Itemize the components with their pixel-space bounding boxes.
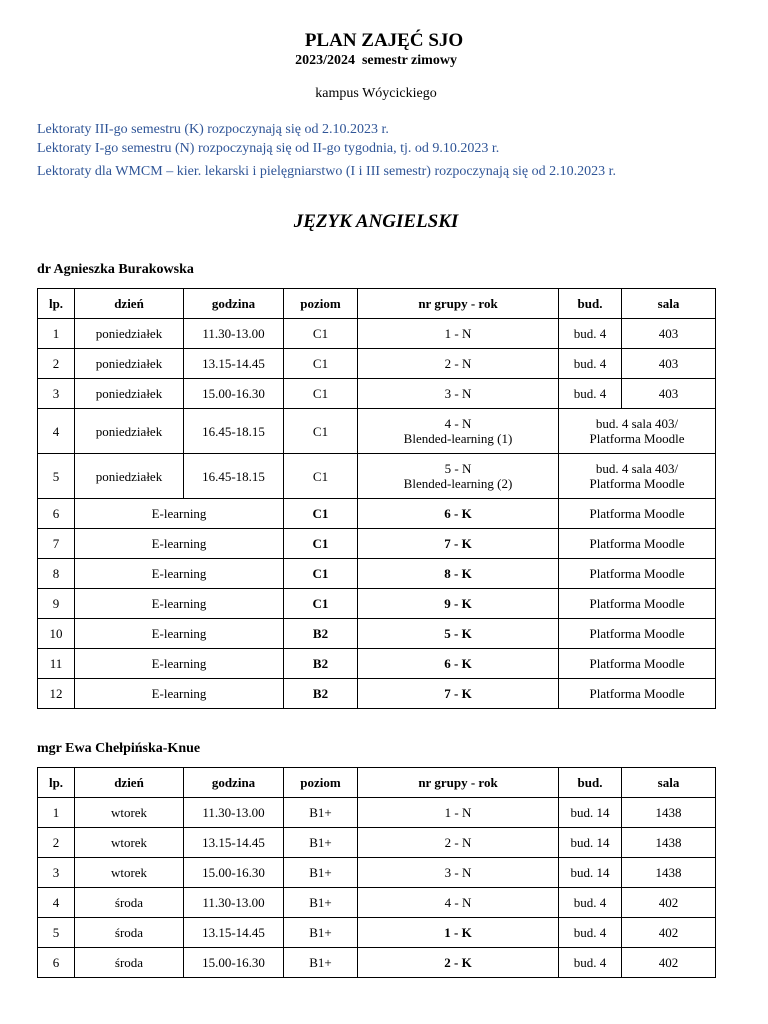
cell-day: wtorek	[75, 858, 184, 888]
cell-building: bud. 14	[559, 858, 622, 888]
cell-level: B1+	[284, 918, 358, 948]
cell-building: bud. 4	[559, 948, 622, 978]
cell-room: 403	[622, 379, 716, 409]
table-row	[38, 619, 716, 649]
cell-day: środa	[75, 918, 184, 948]
table-row	[38, 798, 716, 828]
cell-mode: E-learning	[75, 619, 284, 649]
cell-lp: 7	[38, 529, 75, 559]
cell-time: 16.45-18.15	[184, 454, 284, 499]
cell-place: Platforma Moodle	[559, 649, 716, 679]
cell-level: C1	[284, 409, 358, 454]
group-note: Blended-learning (1)	[403, 431, 513, 446]
cell-group: 6 - K	[358, 649, 559, 679]
table-row	[38, 589, 716, 619]
cell-level: C1	[284, 529, 358, 559]
cell-room: 1438	[622, 798, 716, 828]
cell-mode: E-learning	[75, 499, 284, 529]
table-row	[38, 559, 716, 589]
cell-time: 11.30-13.00	[184, 319, 284, 349]
cell-level: C1	[284, 499, 358, 529]
cell-group	[358, 454, 559, 499]
cell-room: 403	[622, 349, 716, 379]
cell-group: 1 - K	[358, 918, 559, 948]
cell-level: B2	[284, 649, 358, 679]
group-label: 5 - N	[444, 461, 472, 476]
teacher-name: dr Agnieszka Burakowska	[37, 262, 194, 277]
cell-mode: E-learning	[75, 649, 284, 679]
table-row	[38, 858, 716, 888]
cell-lp: 1	[38, 798, 75, 828]
cell-group: 1 - N	[358, 319, 559, 349]
cell-level: C1	[284, 559, 358, 589]
column-header: lp.	[38, 289, 75, 319]
place-line: bud. 4 sala 403/	[595, 416, 679, 431]
cell-building: bud. 14	[559, 798, 622, 828]
cell-level: C1	[284, 349, 358, 379]
cell-place	[559, 454, 716, 499]
cell-lp: 2	[38, 349, 75, 379]
cell-room: 402	[622, 948, 716, 978]
cell-time: 15.00-16.30	[184, 948, 284, 978]
cell-day: poniedziałek	[75, 409, 184, 454]
place-line: bud. 4 sala 403/	[595, 461, 679, 476]
cell-lp: 9	[38, 589, 75, 619]
cell-level: B2	[284, 619, 358, 649]
cell-group: 4 - N	[358, 888, 559, 918]
note-wmcm: Lektoraty dla WMCM – kier. lekarski i pielęgniarstwo (I i III semestr) rozpoczynają się od 2.10.2023 r.	[37, 164, 617, 179]
cell-level: C1	[284, 589, 358, 619]
cell-level: B1+	[284, 888, 358, 918]
cell-lp: 3	[38, 858, 75, 888]
cell-mode: E-learning	[75, 529, 284, 559]
cell-lp: 2	[38, 828, 75, 858]
teacher-name: mgr Ewa Chełpińska-Knue	[37, 741, 201, 756]
place-line: Platforma Moodle	[589, 476, 685, 491]
cell-lp: 6	[38, 499, 75, 529]
column-header: bud.	[559, 289, 622, 319]
campus-label: kampus Wóycickiego	[315, 86, 437, 101]
cell-room: 403	[622, 319, 716, 349]
cell-day: poniedziałek	[75, 349, 184, 379]
semester-subtitle: 2023/2024 semestr zimowy	[295, 53, 457, 68]
table-row	[38, 454, 716, 499]
table-row	[38, 499, 716, 529]
page-title: PLAN ZAJĘĆ SJO	[304, 30, 464, 51]
cell-group: 1 - N	[358, 798, 559, 828]
cell-group: 2 - N	[358, 349, 559, 379]
column-header: sala	[622, 768, 716, 798]
cell-lp: 11	[38, 649, 75, 679]
cell-day: środa	[75, 888, 184, 918]
table-row	[38, 529, 716, 559]
table-header-row	[38, 289, 716, 319]
cell-level: B1+	[284, 828, 358, 858]
note-semester-k: Lektoraty III-go semestru (K) rozpoczynają się od 2.10.2023 r.	[37, 122, 389, 137]
cell-level: C1	[284, 454, 358, 499]
cell-lp: 3	[38, 379, 75, 409]
table-row	[38, 349, 716, 379]
cell-mode: E-learning	[75, 679, 284, 709]
column-header: poziom	[284, 768, 358, 798]
cell-group: 3 - N	[358, 858, 559, 888]
cell-lp: 8	[38, 559, 75, 589]
cell-day: wtorek	[75, 828, 184, 858]
cell-group	[358, 409, 559, 454]
cell-building: bud. 4	[559, 349, 622, 379]
cell-building: bud. 4	[559, 918, 622, 948]
cell-place: Platforma Moodle	[559, 499, 716, 529]
group-note: Blended-learning (2)	[403, 476, 513, 491]
cell-lp: 1	[38, 319, 75, 349]
cell-group: 2 - N	[358, 828, 559, 858]
table-row	[38, 409, 716, 454]
cell-building: bud. 4	[559, 379, 622, 409]
column-header: lp.	[38, 768, 75, 798]
schedule-table-chelpinska-knue	[37, 767, 716, 978]
cell-building: bud. 4	[559, 888, 622, 918]
column-header: nr grupy - rok	[358, 768, 559, 798]
table-row	[38, 918, 716, 948]
cell-place: Platforma Moodle	[559, 529, 716, 559]
cell-level: C1	[284, 379, 358, 409]
cell-place: Platforma Moodle	[559, 559, 716, 589]
cell-time: 11.30-13.00	[184, 888, 284, 918]
cell-group: 3 - N	[358, 379, 559, 409]
cell-level: B1+	[284, 798, 358, 828]
cell-room: 402	[622, 888, 716, 918]
cell-time: 15.00-16.30	[184, 379, 284, 409]
column-header: godzina	[184, 289, 284, 319]
schedule-table-burakowska	[37, 288, 716, 709]
table-row	[38, 679, 716, 709]
cell-building: bud. 4	[559, 319, 622, 349]
column-header: godzina	[184, 768, 284, 798]
cell-day: poniedziałek	[75, 319, 184, 349]
cell-time: 13.15-14.45	[184, 918, 284, 948]
cell-room: 1438	[622, 858, 716, 888]
cell-lp: 5	[38, 454, 75, 499]
cell-level: C1	[284, 319, 358, 349]
column-header: dzień	[75, 768, 184, 798]
cell-lp: 10	[38, 619, 75, 649]
cell-level: B1+	[284, 948, 358, 978]
table-row	[38, 379, 716, 409]
cell-mode: E-learning	[75, 589, 284, 619]
column-header: nr grupy - rok	[358, 289, 559, 319]
cell-mode: E-learning	[75, 559, 284, 589]
cell-day: poniedziałek	[75, 454, 184, 499]
cell-lp: 4	[38, 409, 75, 454]
column-header: poziom	[284, 289, 358, 319]
cell-building: bud. 14	[559, 828, 622, 858]
cell-group: 6 - K	[358, 499, 559, 529]
cell-group: 2 - K	[358, 948, 559, 978]
cell-lp: 6	[38, 948, 75, 978]
table-row	[38, 319, 716, 349]
cell-day: poniedziałek	[75, 379, 184, 409]
table-row	[38, 888, 716, 918]
cell-group: 7 - K	[358, 529, 559, 559]
place-line: Platforma Moodle	[589, 431, 685, 446]
cell-room: 402	[622, 918, 716, 948]
cell-lp: 4	[38, 888, 75, 918]
cell-room: 1438	[622, 828, 716, 858]
cell-time: 11.30-13.00	[184, 798, 284, 828]
cell-place: Platforma Moodle	[559, 589, 716, 619]
cell-day: środa	[75, 948, 184, 978]
column-header: sala	[622, 289, 716, 319]
table-row	[38, 948, 716, 978]
table-row	[38, 649, 716, 679]
cell-lp: 5	[38, 918, 75, 948]
cell-time: 16.45-18.15	[184, 409, 284, 454]
column-header: bud.	[559, 768, 622, 798]
cell-place	[559, 409, 716, 454]
cell-time: 15.00-16.30	[184, 858, 284, 888]
cell-lp: 12	[38, 679, 75, 709]
language-heading: JĘZYK ANGIELSKI	[293, 211, 459, 232]
cell-group: 8 - K	[358, 559, 559, 589]
cell-day: wtorek	[75, 798, 184, 828]
cell-level: B1+	[284, 858, 358, 888]
group-label: 4 - N	[444, 416, 472, 431]
cell-level: B2	[284, 679, 358, 709]
note-semester-n: Lektoraty I-go semestru (N) rozpoczynają się od II-go tygodnia, tj. od 9.10.2023 r.	[37, 141, 500, 156]
column-header: dzień	[75, 289, 184, 319]
cell-group: 9 - K	[358, 589, 559, 619]
cell-group: 5 - K	[358, 619, 559, 649]
table-row	[38, 828, 716, 858]
cell-time: 13.15-14.45	[184, 349, 284, 379]
cell-place: Platforma Moodle	[559, 679, 716, 709]
cell-time: 13.15-14.45	[184, 828, 284, 858]
table-header-row	[38, 768, 716, 798]
cell-place: Platforma Moodle	[559, 619, 716, 649]
cell-group: 7 - K	[358, 679, 559, 709]
